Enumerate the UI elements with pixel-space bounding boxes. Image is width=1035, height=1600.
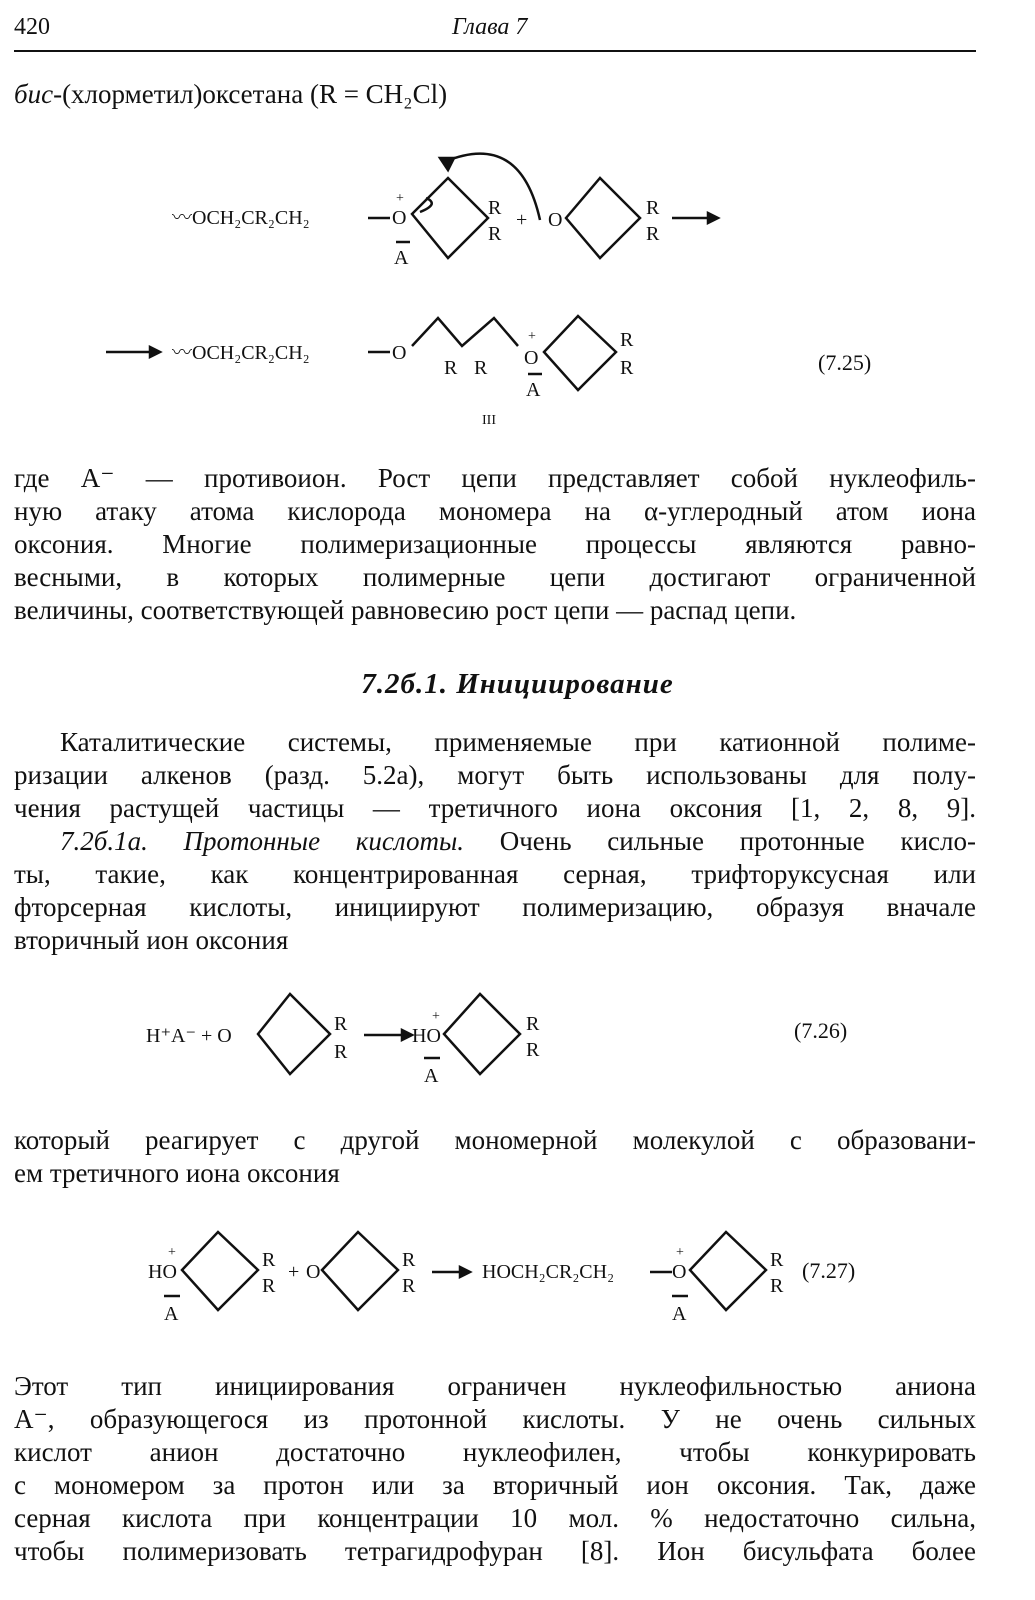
- text-line: весными, в которых полимерные цепи достигают ограниченной: [14, 562, 976, 592]
- text-line: Этот тип инициирования ограничен нуклеофильностью аниона: [14, 1371, 976, 1401]
- oxygen-label: O: [524, 347, 539, 369]
- r-label: R: [620, 357, 634, 379]
- r-label: R: [488, 197, 502, 219]
- r-label: R: [402, 1275, 416, 1297]
- intro-line: [14, 78, 976, 111]
- arrow-head: [460, 1267, 470, 1277]
- text-line: кислот анион достаточно нуклеофилен, чтобы конкурировать: [14, 1437, 976, 1467]
- r-label: R: [334, 1041, 348, 1063]
- anion-label: A: [672, 1303, 687, 1325]
- r-label: R: [770, 1275, 784, 1297]
- r-label: R: [488, 223, 502, 245]
- oxetane-ring-3: [544, 316, 616, 390]
- plus-sign: +: [516, 209, 528, 231]
- r-label: R: [444, 357, 458, 379]
- oxygen-label: O: [672, 1261, 687, 1283]
- page-number: 420: [14, 14, 50, 40]
- compound-number: III: [482, 413, 496, 428]
- subsection-line: [60, 825, 976, 858]
- oxygen-label: O: [392, 342, 407, 364]
- text-line: ты, такие, как концентрированная серная, трифторуксусная или: [14, 859, 976, 889]
- intro-rest: -(хлорметил)оксетана (R = CH₂Cl): [53, 79, 448, 109]
- text-line: ем третичного иона оксония: [14, 1158, 340, 1188]
- oxygen-label: O: [548, 209, 563, 231]
- r-label: R: [620, 329, 634, 351]
- text-line: чтобы полимеризовать тетрагидрофуран [8]. Ион бисульфата более: [14, 1536, 976, 1566]
- equation-7-25: [0, 140, 1035, 440]
- ho-label: HO: [412, 1025, 441, 1047]
- plus-charge: +: [676, 1245, 684, 1260]
- text-line: оксония. Многие полимеризационные процессы являются равно-: [14, 529, 976, 559]
- oxetane-ring: [444, 994, 520, 1074]
- plus-charge: +: [432, 1009, 440, 1024]
- r-label: R: [646, 223, 660, 245]
- section-heading: 7.2б.1. Инициирование: [361, 668, 674, 700]
- chapter-title: Глава 7: [452, 14, 528, 40]
- equation-7-26: [0, 980, 1035, 1090]
- r-label: R: [526, 1039, 540, 1061]
- subsection-text: Очень сильные протонные кисло-: [464, 826, 976, 856]
- text-line: чения растущей частицы — третичного иона оксония [1, 2, 8, 9].: [14, 793, 976, 823]
- oxygen-label: O: [392, 207, 407, 229]
- arrow-head: [402, 1030, 412, 1040]
- plus-charge: +: [168, 1245, 176, 1260]
- text-line: ризации алкенов (разд. 5.2а), могут быть использованы для полу-: [14, 760, 976, 790]
- r-label: R: [262, 1275, 276, 1297]
- oxetane-ring-1: [412, 178, 488, 258]
- oxetane-ring: [182, 1232, 258, 1310]
- text-line: фторсерная кислоты, инициируют полимеризацию, образуя вначале: [14, 892, 976, 922]
- equation-number-7-25: (7.25): [818, 350, 872, 375]
- r-label: R: [262, 1249, 276, 1271]
- r-label: R: [402, 1249, 416, 1271]
- product-chain: HOCH₂CR₂CH₂: [482, 1261, 615, 1283]
- text-line: величины, соответствующей равновесию рост цепи — распад цепи.: [14, 595, 797, 625]
- arrow-head: [150, 347, 160, 357]
- intro-italic: бис: [14, 79, 54, 109]
- oxetane-ring: [258, 994, 330, 1074]
- anion-label: A: [526, 379, 541, 401]
- chain-text: 〰OCH₂CR₂CH₂: [172, 207, 310, 229]
- arrow-head: [440, 158, 454, 170]
- chain-zigzag: [412, 318, 518, 346]
- subsection-title: 7.2б.1а. Протонные кислоты.: [60, 826, 465, 856]
- header-rule: [14, 50, 976, 52]
- text-line: серная кислота при концентрации 10 мол. % недостаточно сильна,: [14, 1503, 976, 1533]
- text-line: который реагирует с другой мономерной молекулой с образовани-: [14, 1125, 976, 1155]
- equation-number-7-26: (7.26): [794, 1018, 848, 1043]
- arrow-head: [708, 213, 718, 223]
- text-line: ную атаку атома кислорода мономера на α-углеродный атом иона: [14, 496, 976, 526]
- text-line: Каталитические системы, применяемые при катионной полиме-: [60, 727, 976, 757]
- anion-label: A: [394, 247, 409, 269]
- text-line: где A⁻ — противоион. Рост цепи представляет собой нуклеофиль-: [14, 463, 976, 493]
- oxetane-ring: [322, 1232, 398, 1310]
- equation-number-7-27: (7.27): [802, 1258, 856, 1283]
- oxetane-ring-2: [566, 178, 640, 258]
- text-line: вторичный ион оксония: [14, 925, 289, 955]
- equation-7-27: [0, 1220, 1035, 1330]
- anion-label: A: [424, 1065, 439, 1087]
- acid-label: H⁺A⁻ + O: [146, 1025, 232, 1047]
- oxygen-label: O: [306, 1261, 321, 1283]
- oxetane-ring: [690, 1232, 766, 1310]
- ho-label: HO: [148, 1261, 177, 1283]
- plus-charge: +: [528, 329, 536, 344]
- anion-label: A: [164, 1303, 179, 1325]
- r-label: R: [770, 1249, 784, 1271]
- plus-charge: +: [396, 191, 404, 206]
- r-label: R: [646, 197, 660, 219]
- text-line: с мономером за протон или за вторичный ион оксония. Так, даже: [14, 1470, 976, 1500]
- r-label: R: [474, 357, 488, 379]
- chain-text: 〰OCH₂CR₂CH₂: [172, 342, 310, 364]
- text-line: A⁻, образующегося из протонной кислоты. У не очень сильных: [14, 1404, 976, 1434]
- r-label: R: [334, 1013, 348, 1035]
- plus-sign: +: [288, 1261, 300, 1283]
- r-label: R: [526, 1013, 540, 1035]
